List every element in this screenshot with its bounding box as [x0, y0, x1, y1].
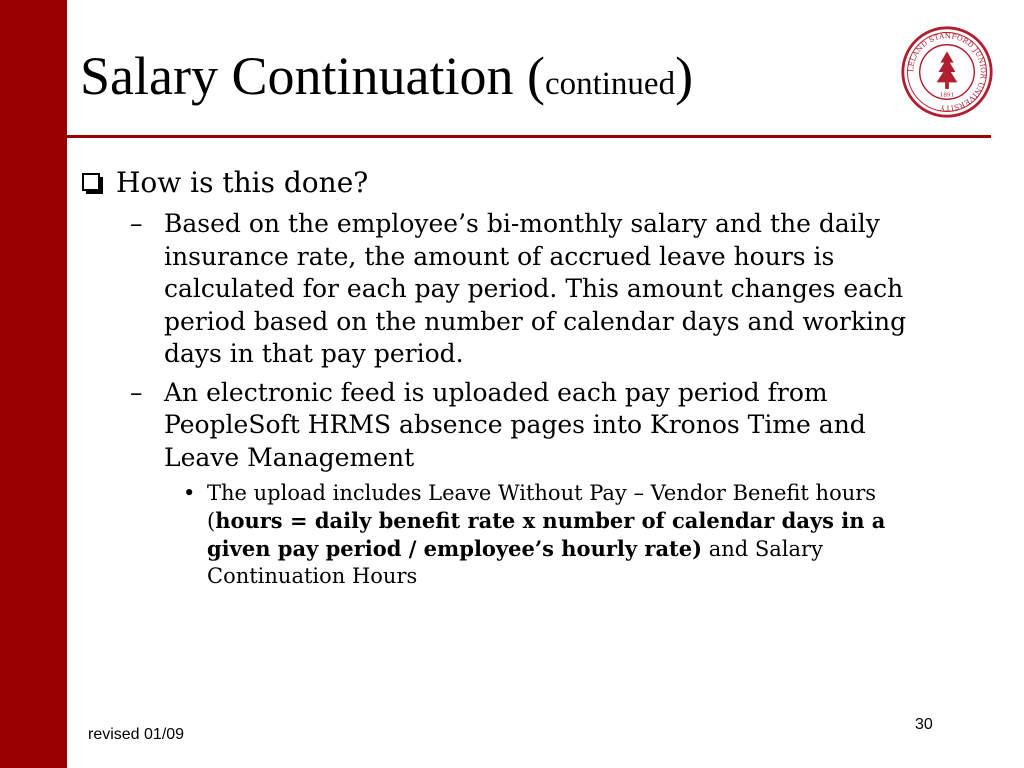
slide-title: [80, 44, 693, 116]
seal-year-text: 1891: [939, 92, 955, 99]
dash-bullet-icon: –: [130, 209, 143, 238]
seal-ring-text: LELAND STANFORD JUNIOR UNIVERSITY: [906, 31, 988, 113]
university-seal-logo: [900, 25, 994, 119]
title-main-text: Salary Continuation (: [80, 46, 545, 106]
sub-sub-bullet-1: [80, 480, 919, 590]
sub-sub-bullet-text-a: The upload includes Leave Without Pay – Vendor Benefit hours (: [207, 481, 877, 533]
title-continued-text: continued: [544, 66, 676, 102]
sub-sub-bullet-text-bold: hours = daily benefit rate x number of calendar days in a given pay period / employee’s hourly rate): [207, 508, 886, 561]
sub-bullet-1-text: Based on the employee’s bi-monthly salary and the daily insurance rate, the amount of accrued leave hours is calculated for each pay period. This amount changes each period based on the number of calendar days and working days in that pay period.: [164, 209, 907, 368]
footer-revised-date: revised 01/09: [88, 726, 185, 743]
slide-body: [80, 166, 940, 590]
sub-bullet-2: [80, 377, 924, 475]
bullet-level1: [80, 166, 940, 200]
sub-bullet-1: [80, 208, 924, 371]
dot-bullet-icon: •: [183, 481, 196, 505]
title-divider: [67, 135, 991, 138]
page-number: 30: [915, 716, 933, 733]
checkbox-bullet-icon: [82, 173, 100, 191]
bullet-1-text: How is this done?: [116, 166, 369, 199]
dash-bullet-icon: –: [130, 377, 143, 407]
sub-sub-bullet-text-c: and Salary Continuation Hours: [207, 537, 823, 588]
title-close-paren: ): [675, 46, 694, 106]
left-accent-bar: [0, 0, 67, 768]
sub-bullet-2-text: An electronic feed is uploaded each pay period from PeopleSoft HRMS absence pages into Kronos Time and Leave Management: [164, 377, 866, 472]
